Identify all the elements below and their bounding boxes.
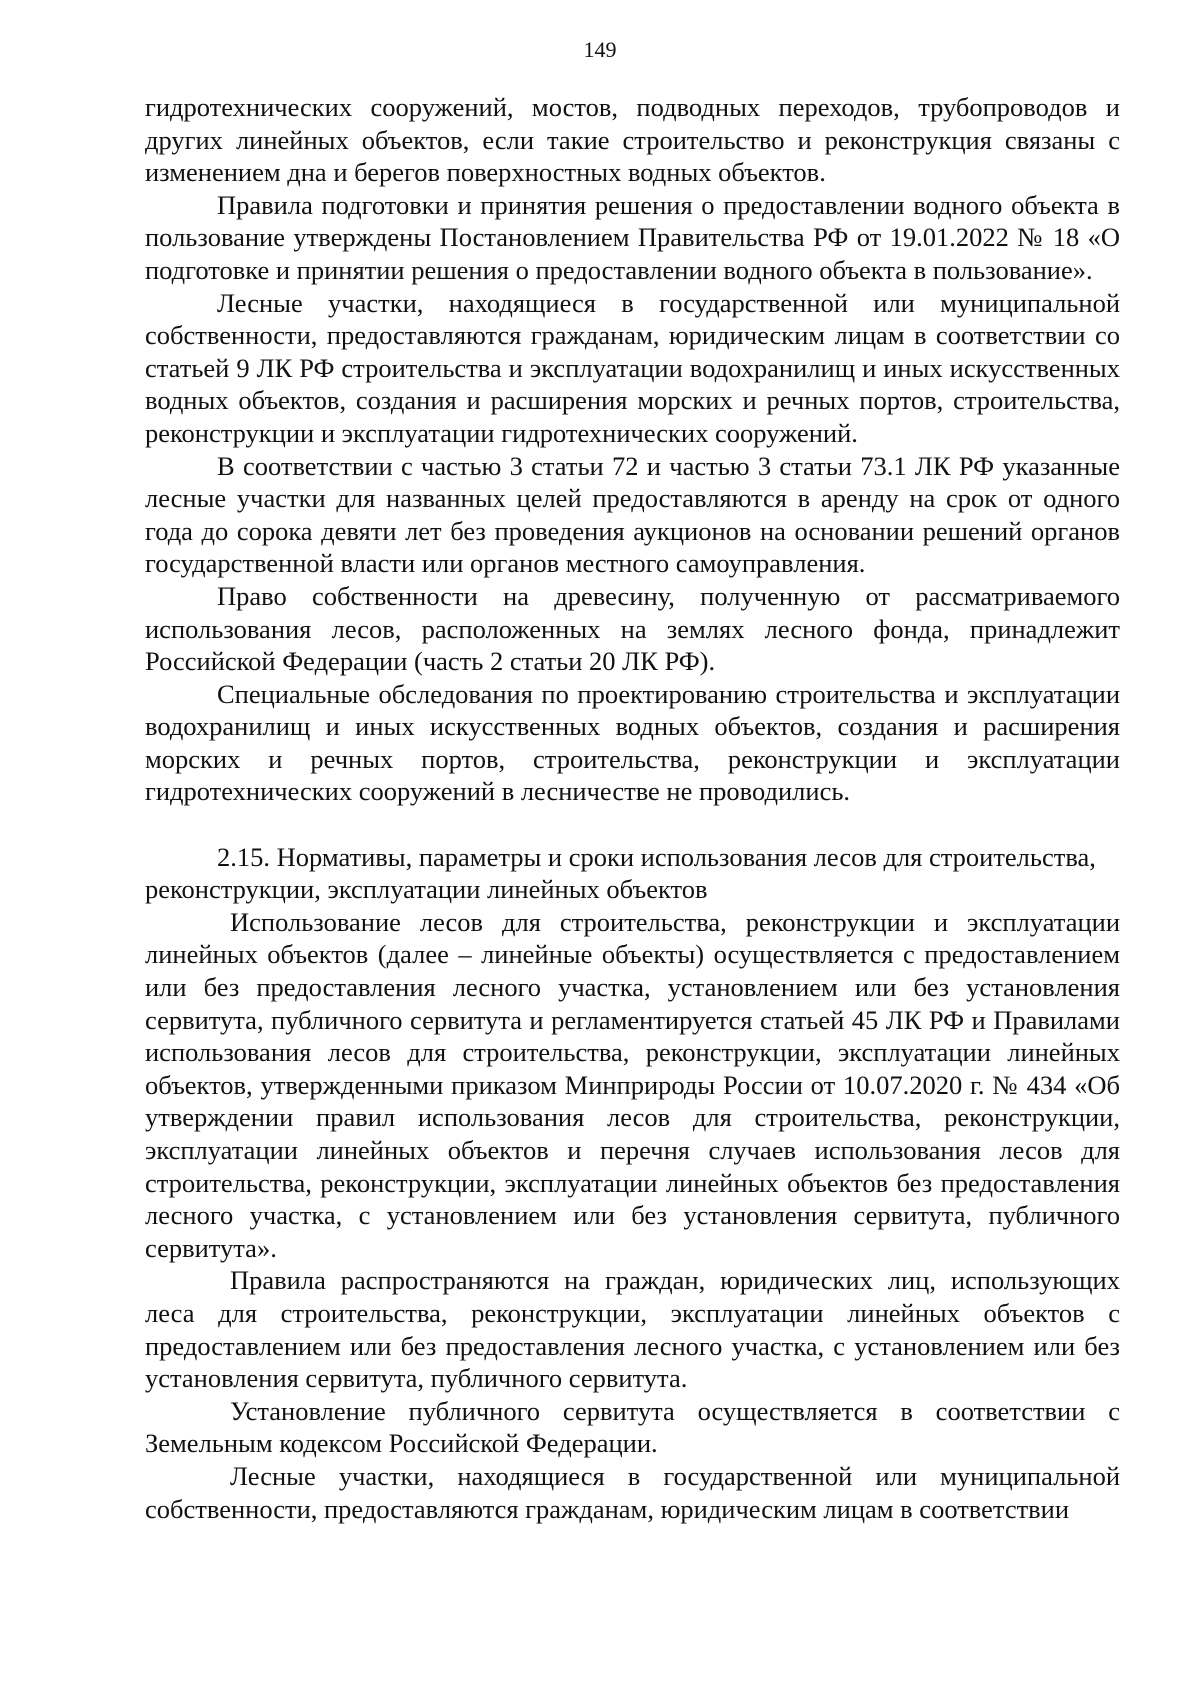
paragraph-timber-ownership: Право собственности на древесину, полученную от рассматриваемого использования лесов, расположенных на землях лесного фонда, принадлежит Российской Федерации (часть 2 статьи 20 ЛК РФ). (145, 580, 1120, 677)
paragraph-water-use-rules: Правила подготовки и принятия решения о предоставлении водного объекта в пользование утверждены Постановлением Правительства РФ от 19.01.2022 № 18 «О подготовке и принятии решения о предоставлении водного объекта в пользование». (145, 189, 1120, 285)
paragraph-lease-terms: В соответствии с частью 3 статьи 72 и частью 3 статьи 73.1 ЛК РФ указанные лесные участки для названных целей предоставляются в аренду на срок от одного года до сорока девяти лет без проведения аукционов на основании решений органов государственной власти или органов местного самоуправления. (145, 450, 1120, 579)
paragraph-special-surveys: Специальные обследования по проектированию строительства и эксплуатации водохранилищ и иных искусственных водных объектов, создания и расширения морских и речных портов, строительства, реконструкции и эксплуатации гидротехнических сооружений в лесничестве не проводились. (145, 678, 1120, 807)
paragraph-continuation: гидротехнических сооружений, мостов, подводных переходов, трубопроводов и других линейных объектов, если такие строительство и реконструкция связаны с изменением дна и берегов поверхностных водных объектов. (145, 92, 1120, 188)
paragraph-forest-plots-provision-2: Лесные участки, находящиеся в государственной или муниципальной собственности, предоставляются гражданам, юридическим лицам в соответствии (145, 1460, 1120, 1524)
paragraph-forest-plots-provision: Лесные участки, находящиеся в государственной или муниципальной собственности, предоставляются гражданам, юридическим лицам в соответствии со статьей 9 ЛК РФ строительства и эксплуатации водохранилищ и иных искусственных водных объектов, создания и расширения морских и речных портов, строительства, реконструкции и эксплуатации гидротехнических сооружений. (145, 287, 1120, 448)
paragraph-linear-objects-use: Использование лесов для строительства, реконструкции и эксплуатации линейных объектов (далее – линейные объекты) осуществляется с предоставлением или без предоставления лесного участка, установлением или без установления сервитута, публичного сервитута и регламентируется статьей 45 ЛК РФ и Правилами использования лесов для строительства, реконструкции, эксплуатации линейных объектов, утвержденными приказом Минприроды России от 10.07.2020 г. № 434 «Об утверждении правил использования лесов для строительства, реконструкции, эксплуатации линейных объектов и перечня случаев использования лесов для строительства, реконструкции, эксплуатации линейных объектов без предоставления лесного участка, с установлением или без установления сервитута, публичного сервитута». (145, 906, 1120, 1263)
paragraph-rules-scope: Правила распространяются на граждан, юридических лиц, использующих леса для строительства, реконструкции, эксплуатации линейных объектов с предоставлением или без предоставления лесного участка, с установлением или без установления сервитута, публичного сервитута. (145, 1265, 1120, 1394)
page-number: 149 (583, 37, 617, 62)
document-body (145, 91, 1120, 1525)
section-heading: 2.15. Нормативы, параметры и сроки использования лесов для строительства, реконструкции, эксплуатации линейных объектов (145, 841, 1096, 905)
paragraph-public-servitude: Установление публичного сервитута осуществляется в соответствии с Земельным кодексом Российской Федерации. (145, 1395, 1120, 1459)
